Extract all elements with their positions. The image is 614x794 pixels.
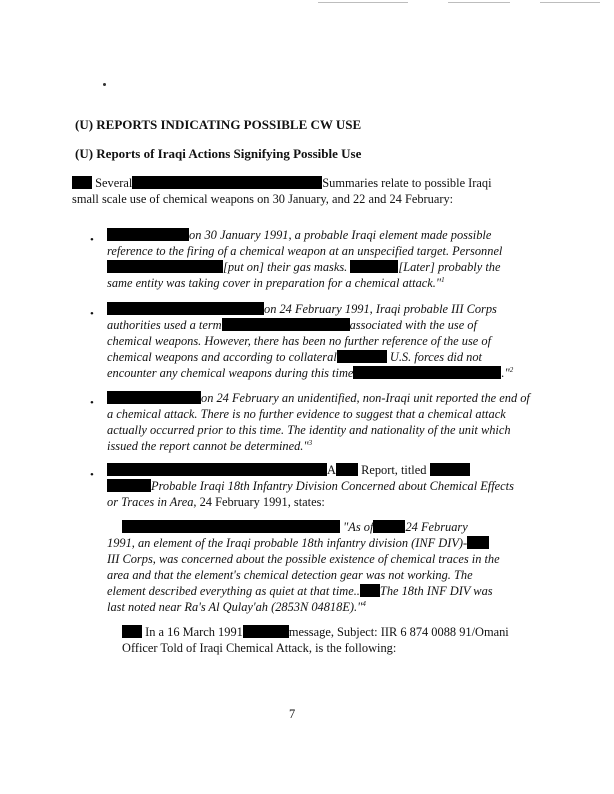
redaction (122, 625, 142, 638)
bullet: • (90, 397, 94, 409)
intro-line-1: Several Summaries relate to possible Iraqi (72, 176, 492, 191)
redaction (336, 463, 358, 476)
redaction (243, 625, 289, 638)
bullet3-line-4: issued the report cannot be determined."$^3$ (107, 438, 313, 453)
redaction (132, 176, 322, 189)
bullet4-line-2: Probable Iraqi 18th Infantry Division Concerned about Chemical Effects (107, 479, 514, 494)
bullet: • (90, 234, 94, 246)
quote-line-5: element described everything as quiet at that time.. The 18th INF DIV was (107, 584, 493, 598)
quote-line-4: area and that the element's chemical detection gear was not working. The (107, 568, 473, 582)
intro-line-2: small scale use of chemical weapons on 30 January, and 22 and 24 February: (72, 192, 454, 206)
redaction (360, 584, 380, 597)
redaction (107, 479, 151, 492)
scan-mark (448, 2, 510, 3)
scan-mark (540, 2, 600, 3)
bullet3-line-2: a chemical attack. There is no further evidence to suggest that a chemical attack (107, 407, 506, 421)
bullet1-line-2: reference to the firing of a chemical weapon at an unspecified target. Personnel (107, 244, 503, 258)
scan-speck (103, 83, 106, 86)
redaction (337, 350, 387, 363)
last-para-line-2: Officer Told of Iraqi Chemical Attack, is the following: (122, 641, 397, 655)
redaction (72, 176, 92, 189)
bullet2-line-3: chemical weapons. However, there has been no further reference of the use of (107, 334, 492, 348)
bullet3-line-3: actually occurred prior to this time. The identity and nationality of the unit which (107, 423, 511, 437)
redaction (107, 391, 201, 404)
bullet2-line-2: authorities used a term associated with the use of (107, 318, 477, 332)
bullet4-line-3: or Traces in Area, 24 February 1991, states: (107, 495, 325, 509)
bullet: • (90, 469, 94, 481)
bullet: • (90, 308, 94, 320)
redaction (373, 520, 405, 533)
scan-mark (318, 2, 408, 3)
bullet3-line-1: on 24 February an unidentified, non-Iraqi unit reported the end of (107, 391, 530, 406)
bullet1-line-1: on 30 January 1991, a probable Iraqi element made possible (107, 228, 491, 243)
quote-line-3: III Corps, was concerned about the possible existence of chemical traces in the (107, 552, 500, 566)
bullet2-line-4: chemical weapons and according to collateral U.S. forces did not (107, 350, 482, 364)
redaction (107, 260, 223, 273)
redaction (222, 318, 350, 331)
redaction (107, 463, 327, 476)
bullet4-line-1: A Report, titled (107, 463, 470, 478)
redaction (107, 228, 189, 241)
bullet2-line-1: on 24 February 1991, Iraqi probable III Corps (107, 302, 497, 317)
bullet1-line-4: same entity was taking cover in preparation for a chemical attack."$^1$ (107, 275, 445, 290)
page-number: 7 (289, 707, 296, 721)
redaction (353, 366, 501, 379)
quote-line-6: last noted near Ra's Al Qulay'ah (2853N 04818E)."$^4$ (107, 599, 366, 614)
quote-line-1: "As of 24 February (122, 520, 468, 535)
bullet2-line-5: encounter any chemical weapons during this time ."$^2$ (107, 365, 514, 380)
section-heading: (U) REPORTS INDICATING POSSIBLE CW USE (75, 117, 362, 132)
quote-line-2: 1991, an element of the Iraqi probable 18th infantry division (INF DIV)- (107, 536, 489, 551)
redaction (350, 260, 398, 273)
subsection-heading: (U) Reports of Iraqi Actions Signifying Possible Use (75, 146, 362, 161)
last-para-line-1: In a 16 March 1991 message, Subject: IIR 6 874 0088 91/Omani (122, 625, 509, 640)
bullet1-line-3: [put on] their gas masks. [Later] probably the (107, 260, 500, 275)
redaction (430, 463, 470, 476)
redaction (107, 302, 264, 315)
redaction (467, 536, 489, 549)
redaction (122, 520, 340, 533)
